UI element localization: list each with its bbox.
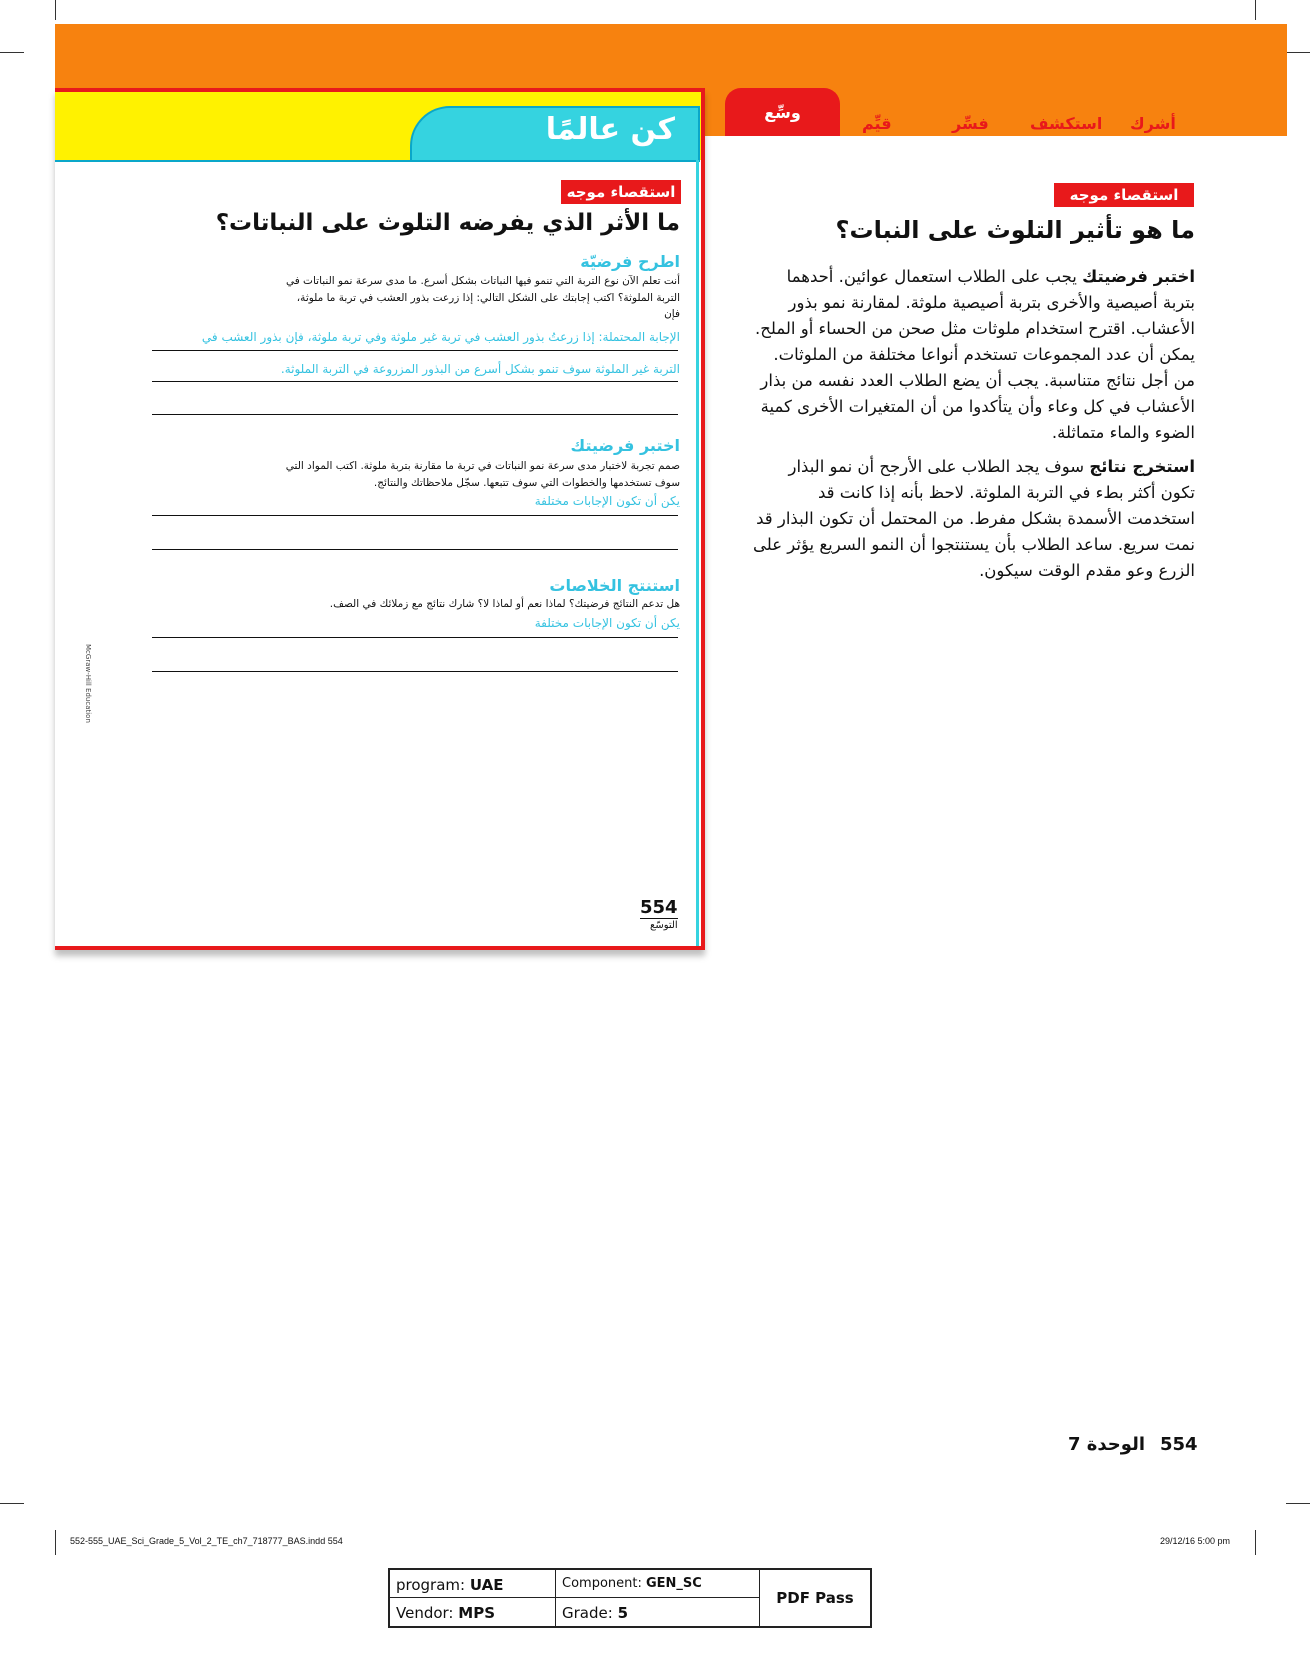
answer-line [152,549,678,550]
crop-mark [1286,52,1310,53]
right-paragraph [750,454,1195,584]
crop-mark [1255,1530,1256,1555]
component-value: GEN_SC [646,1576,702,1591]
footer-page-number: 554 [1160,1434,1198,1455]
grade-cell [556,1598,760,1626]
hypothesis-text: فإن [664,308,680,320]
answer-line [152,515,678,516]
status-text: PDF Pass [776,1589,854,1607]
answer-text: الإجابة المحتملة: إذا زرعتُ بذور العشب في تربة غير ملوثة وفي تربة ملوثة، فإن بذور العشب في [201,330,680,344]
crop-mark [55,0,56,20]
panel-badge: استقصاء موجه [561,180,681,204]
component-label: Component: [562,1576,642,1591]
hypothesis-text: أنت تعلم الآن نوع التربة التي تنمو فيها النباتات بشكل أسرع. ما مدى سرعة نمو النباتات في [285,275,680,287]
answer-line [152,414,678,415]
answer-text: يكن أن تكون الإجابات مختلفة [534,494,680,508]
tab-engage[interactable]: أشرك [1130,114,1176,133]
answer-text: التربة غير الملوثة سوف تنمو بشكل أسرع من البذور المزروعة في التربة الملوثة. [280,362,680,376]
program-label: program: [396,1576,466,1594]
slug-date: 29/12/16 5:00 pm [1160,1536,1231,1546]
program-value: UAE [469,1576,504,1594]
tab-evaluate[interactable]: قيِّم [862,114,892,133]
answer-text: يكن أن تكون الإجابات مختلفة [534,616,680,630]
vendor-value: MPS [458,1604,496,1622]
crop-mark [1255,0,1256,20]
paragraph-lead: اختبر فرضيتك [1082,267,1195,286]
right-paragraph [750,264,1195,446]
production-table [388,1568,872,1628]
test-text: صمم تجربة لاختبار مدى سرعة نمو النباتات في تربة ما مقارنة بتربة ملوثة. اكتب المواد التي [285,460,680,472]
page-label: التوسّع [650,920,678,931]
grade-label: Grade: [562,1604,613,1622]
vendor-label: Vendor: [396,1604,454,1622]
paragraph-body: سوف يجد الطلاب على الأرجح أن نمو البذار تكون أكثر بطء في التربة الملوثة. لاحظ بأنه إذا كانت قد استخدمت الأسمدة بشكل مفرط. من المحتمل أن تكون البذار قد نمت سريع. ساعد الطلاب بأن يستنتجوا أن النمو السريع يؤثر على الزرع وعو مقدم الوقت سيكون. [753,457,1195,580]
page-number: 554 [640,897,678,918]
grade-value: 5 [617,1604,629,1622]
panel-heading: ما الأثر الذي يفرضه التلوث على النباتات؟ [215,210,680,236]
footer-unit: الوحدة 7 [1067,1434,1145,1455]
crop-mark [1286,1503,1310,1504]
tab-extend[interactable]: وسِّع [725,88,840,136]
program-cell [390,1570,556,1598]
test-text: سوف تستخدمها والخطوات التي سوف تتبعها. سجّل ملاحظاتك والنتائج. [373,477,680,489]
divider [55,160,700,162]
crop-mark [0,52,24,53]
component-cell [556,1570,760,1598]
answer-line [152,381,678,382]
answer-line [152,350,678,351]
answer-line [152,637,678,638]
paragraph-body: يجب على الطلاب استعمال عوائين. أحدهما بتربة أصيصية والأخرى بتربة أصيصية ملوثة. لمقارنة نمو بذور الأعشاب. اقترح استخدام ملوثات مثل صحن من الحساء أو الملح. يمكن أن عدد المجموعات تستخدم أنواعا مختلفة من الملوثات. من أجل نتائج متناسبة. يجب أن يضع الطلاب العدد نفسه من بذار الأعشاب في كل وعاء وأن يتأكدوا من أن المتغيرات الأخرى كمية الضوء والماء متماثلة. [754,267,1195,442]
conclusion-heading: استنتج الخلاصات [549,576,680,595]
hypothesis-heading: اطرح فرضيّة [580,252,680,271]
vendor-cell [390,1598,556,1626]
tab-explain[interactable]: فسِّر [952,114,989,133]
paragraph-lead: استخرج نتائج [1089,457,1195,476]
test-heading: اختبر فرضيتك [570,436,680,455]
slug-file: 552-555_UAE_Sci_Grade_5_Vol_2_TE_ch7_718777_BAS.indd 554 [70,1536,343,1546]
divider [696,160,699,946]
panel-title: كن عالمًا [545,112,675,147]
tab-explore[interactable]: استكشف [1030,114,1103,133]
side-credit: McGraw-Hill Education [84,644,92,723]
status-cell [760,1570,870,1626]
crop-mark [55,1530,56,1555]
hypothesis-text: التربة الملوثة؟ اكتب إجابتك على الشكل التالي: إذا زرعت بذور العشب في تربة ما ملوثة، [296,292,680,304]
right-heading: ما هو تأثير التلوث على النبات؟ [835,216,1195,244]
right-badge: استقصاء موجه [1054,183,1194,207]
conclusion-text: هل تدعم النتائج فرضيتك؟ لماذا نعم أو لماذا لا؟ شارك نتائج مع زملائك في الصف. [329,598,680,610]
answer-line [152,671,678,672]
crop-mark [0,1503,24,1504]
